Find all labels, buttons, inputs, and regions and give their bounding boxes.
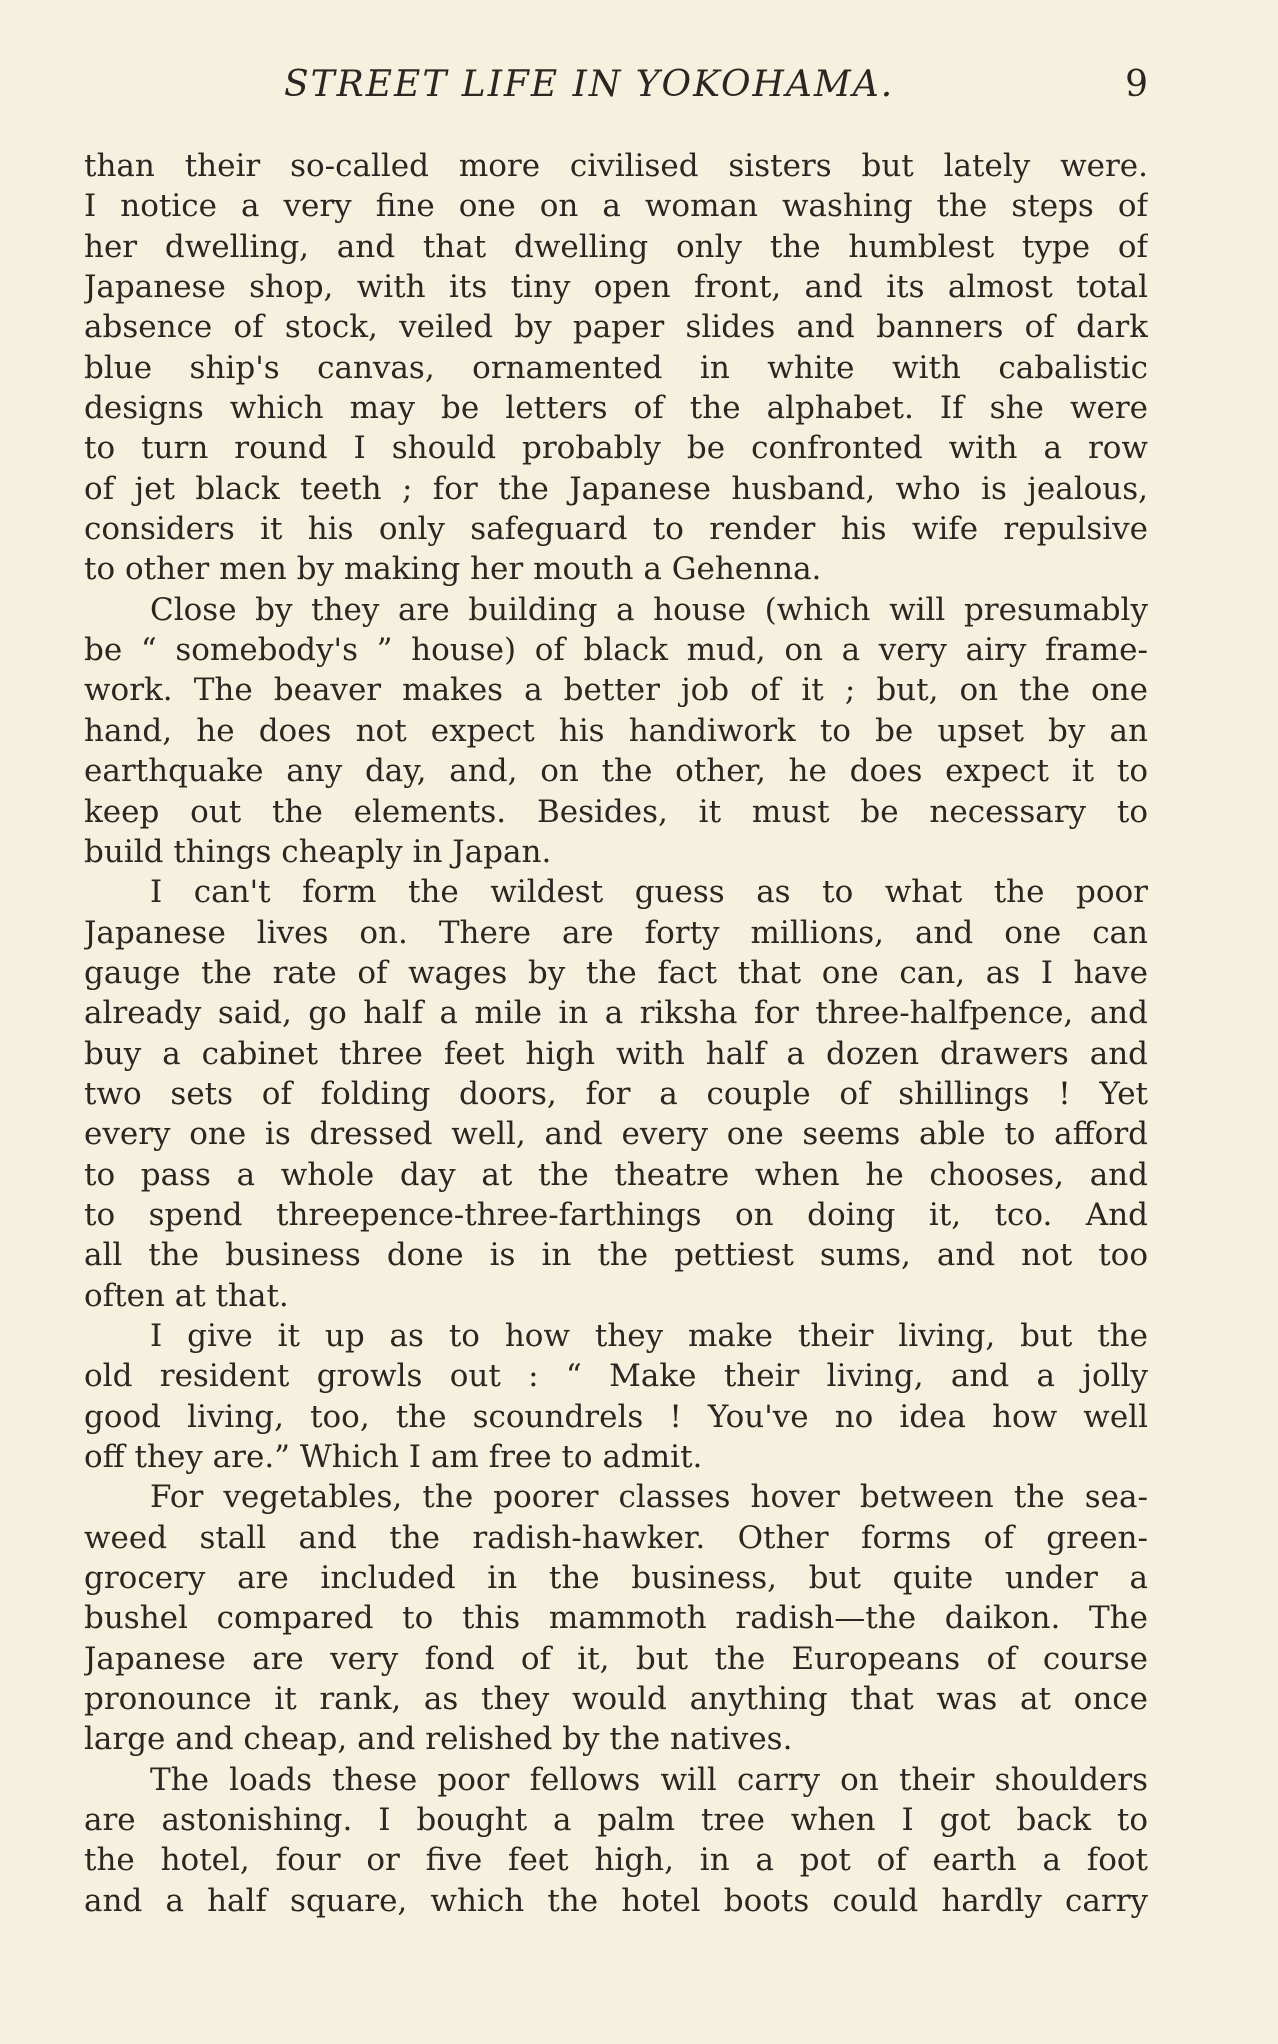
text-line: I notice a very fine one on a woman washing the steps of xyxy=(84,188,1148,225)
text-line: to spend threepence-three-farthings on doing it, tco. And xyxy=(84,1196,1148,1233)
text-line: blue ship's canvas, ornamented in white with cabalistic xyxy=(84,349,1148,386)
text-line: old resident growls out : “ Make their living, and a jolly xyxy=(84,1358,1148,1395)
text-line: The loads these poor fellows will carry on their shoulders xyxy=(150,1761,1148,1798)
text-line: are astonishing. I bought a palm tree when I got back to xyxy=(84,1802,1148,1839)
text-line: considers it his only safeguard to render his wife repulsive xyxy=(84,511,1148,548)
text-line: two sets of folding doors, for a couple of shillings ! Yet xyxy=(84,1075,1148,1112)
text-line: For vegetables, the poorer classes hover between the sea- xyxy=(150,1479,1148,1516)
text-line: good living, too, the scoundrels ! You've no idea how well xyxy=(84,1398,1148,1435)
text-line: the hotel, four or five feet high, in a pot of earth a foot xyxy=(84,1842,1148,1879)
text-line: buy a cabinet three feet high with half a dozen drawers and xyxy=(84,1035,1148,1072)
text-line: to turn round I should probably be confronted with a row xyxy=(84,430,1148,467)
page-number: 9 xyxy=(1125,64,1148,105)
text-line: to other men by making her mouth a Gehenna. xyxy=(84,551,822,588)
text-line: off they are.” Which I am free to admit. xyxy=(84,1439,703,1475)
text-line: large and cheap, and relished by the natives. xyxy=(84,1721,793,1758)
text-line: of jet black teeth ; for the Japanese husband, who is jealous, xyxy=(84,470,1148,507)
body-text xyxy=(84,146,1148,1921)
text-line: Japanese are very fond of it, but the Europeans of course xyxy=(84,1640,1148,1677)
running-head xyxy=(84,64,1148,112)
text-line: and a half square, which the hotel boots could hardly carry xyxy=(84,1882,1148,1919)
text-line: pronounce it rank, as they would anything that was at once xyxy=(84,1681,1148,1718)
text-line: work. The beaver makes a better job of it ; but, on the one xyxy=(84,672,1148,709)
text-line: gauge the rate of wages by the fact that one can, as I have xyxy=(84,954,1148,991)
text-line: Japanese lives on. There are forty millions, and one can xyxy=(84,914,1148,951)
text-line: than their so-called more civilised sisters but lately were. xyxy=(84,148,1148,184)
text-line: all the business done is in the pettiest sums, and not too xyxy=(84,1237,1148,1274)
text-line: bushel compared to this mammoth radish—the daikon. The xyxy=(84,1600,1148,1637)
text-line: I can't form the wildest guess as to what the poor xyxy=(150,874,1148,911)
text-line: Japanese shop, with its tiny open front, and its almost total xyxy=(84,269,1148,306)
text-line: to pass a whole day at the theatre when he chooses, and xyxy=(84,1156,1148,1193)
text-line: keep out the elements. Besides, it must be necessary to xyxy=(84,793,1148,830)
text-line: I give it up as to how they make their living, but the xyxy=(150,1317,1148,1354)
text-line: weed stall and the radish-hawker. Other forms of green- xyxy=(84,1519,1148,1556)
text-line: be “ somebody's ” house) of black mud, on a very airy frame- xyxy=(84,632,1148,669)
text-line: designs which may be letters of the alphabet. If she were xyxy=(84,390,1148,427)
text-line: her dwelling, and that dwelling only the humblest type of xyxy=(84,228,1148,265)
text-line: grocery are included in the business, but quite under a xyxy=(84,1560,1148,1597)
text-line: hand, he does not expect his handiwork to be upset by an xyxy=(84,712,1148,749)
text-line: every one is dressed well, and every one seems able to afford xyxy=(84,1116,1148,1153)
text-line: already said, go half a mile in a riksha for three-halfpence, and xyxy=(84,995,1148,1032)
running-title: STREET LIFE IN YOKOHAMA. xyxy=(284,64,895,105)
text-line: absence of stock, veiled by paper slides and banners of dark xyxy=(84,309,1148,346)
text-line: earthquake any day, and, on the other, he does expect it to xyxy=(84,753,1148,790)
text-line: Close by they are building a house (which will presumably xyxy=(150,591,1148,628)
text-line: often at that. xyxy=(84,1277,289,1314)
text-line: build things cheaply in Japan. xyxy=(84,833,552,870)
